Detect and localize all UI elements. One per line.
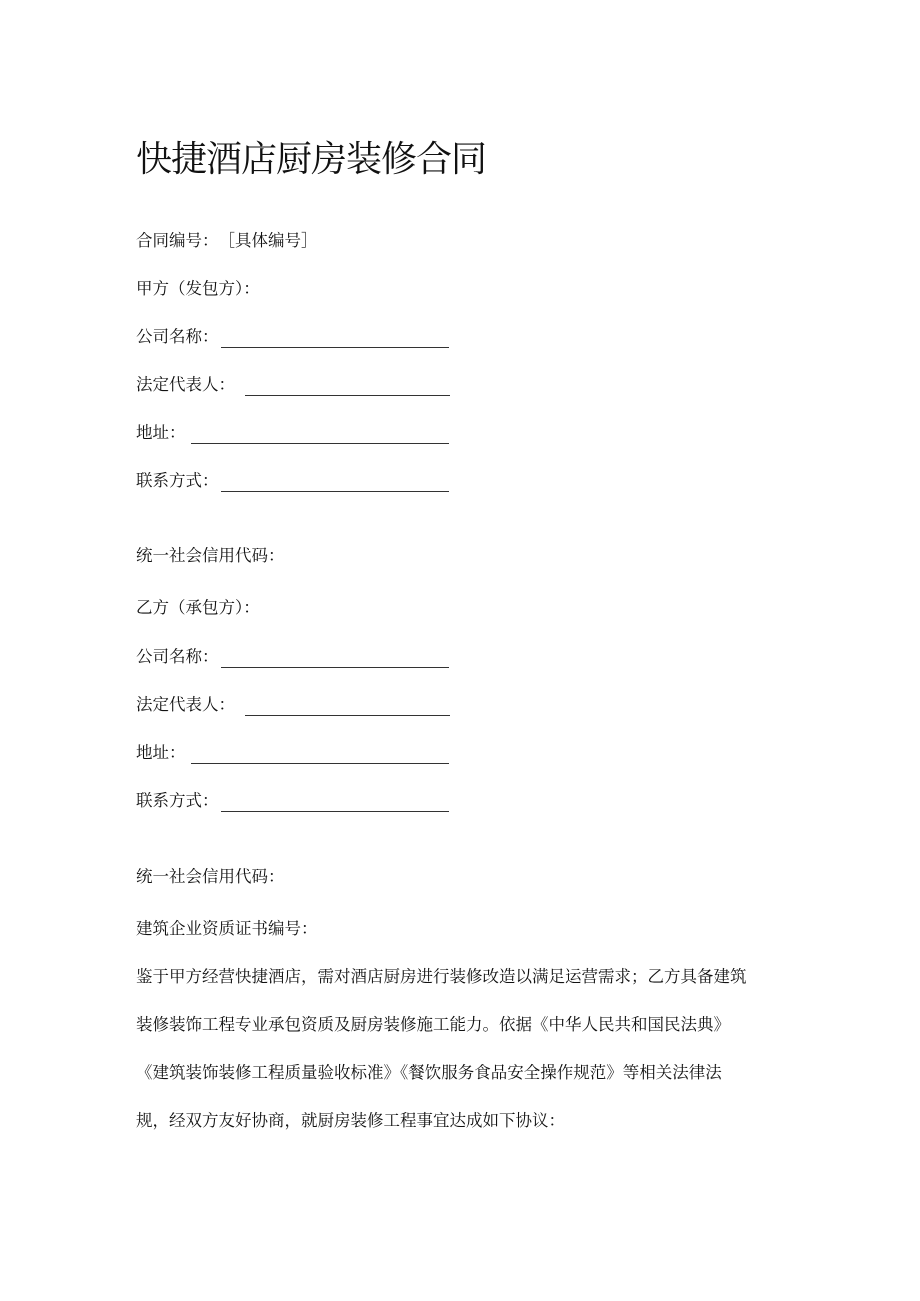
party-a-legal-rep-row [136, 374, 450, 396]
party-a-contact-row [136, 470, 449, 492]
party-b-address-row [136, 742, 449, 764]
party-b-company-name-field[interactable] [221, 650, 449, 668]
preamble-line-3: 《建筑装饰装修工程质量验收标准》《餐饮服务食品安全操作规范》等相关法律法 [136, 1063, 722, 1082]
party-a-company-name-field[interactable] [221, 330, 449, 348]
party-b-contact-row [136, 790, 449, 812]
document-title: 快捷酒店厨房装修合同 [136, 139, 487, 180]
party-a-company-name-row [136, 326, 449, 348]
party-a-legal-rep-label: 法定代表人： [136, 375, 235, 394]
party-b-credit-code-row [136, 866, 285, 888]
preamble-line-2: 装修装饰工程专业承包资质及厨房装修施工能力。依据《中华人民共和国民法典》 [136, 1015, 730, 1034]
party-b-qualification-row [136, 918, 318, 940]
party-a-heading [136, 278, 260, 300]
party-a-credit-code-row [136, 545, 285, 567]
party-a-address-row [136, 422, 449, 444]
party-b-legal-rep-label: 法定代表人： [136, 695, 235, 714]
party-b-company-name-row [136, 646, 449, 668]
party-a-contact-label: 联系方式： [136, 471, 219, 490]
party-b-heading [136, 597, 260, 619]
party-b-contact-label: 联系方式： [136, 791, 219, 810]
party-a-legal-rep-field[interactable] [245, 378, 450, 396]
party-b-contact-field[interactable] [221, 794, 449, 812]
party-b-address-field[interactable] [191, 746, 449, 764]
party-a-address-field[interactable] [191, 426, 449, 444]
party-a-address-label: 地址： [136, 423, 186, 442]
party-b-legal-rep-row [136, 694, 450, 716]
party-b-qualification-label: 建筑企业资质证书编号： [136, 919, 318, 938]
party-a-company-name-label: 公司名称： [136, 327, 219, 346]
party-b-heading-text: 乙方（承包方）： [136, 598, 260, 617]
party-a-credit-code-label: 统一社会信用代码： [136, 546, 285, 565]
party-a-contact-field[interactable] [221, 474, 449, 492]
preamble-line-1: 鉴于甲方经营快捷酒店，需对酒店厨房进行装修改造以满足运营需求；乙方具备建筑 [136, 967, 747, 986]
party-b-credit-code-label: 统一社会信用代码： [136, 867, 285, 886]
preamble-line-4: 规，经双方友好协商，就厨房装修工程事宜达成如下协议： [136, 1111, 565, 1130]
party-b-company-name-label: 公司名称： [136, 647, 219, 666]
party-b-legal-rep-field[interactable] [245, 698, 450, 716]
contract-number-value: ［具体编号］ [218, 231, 318, 250]
contract-number-label: 合同编号： [136, 231, 219, 250]
party-b-address-label: 地址： [136, 743, 186, 762]
party-a-heading-text: 甲方（发包方）： [136, 279, 260, 298]
contract-number-row [136, 230, 318, 252]
